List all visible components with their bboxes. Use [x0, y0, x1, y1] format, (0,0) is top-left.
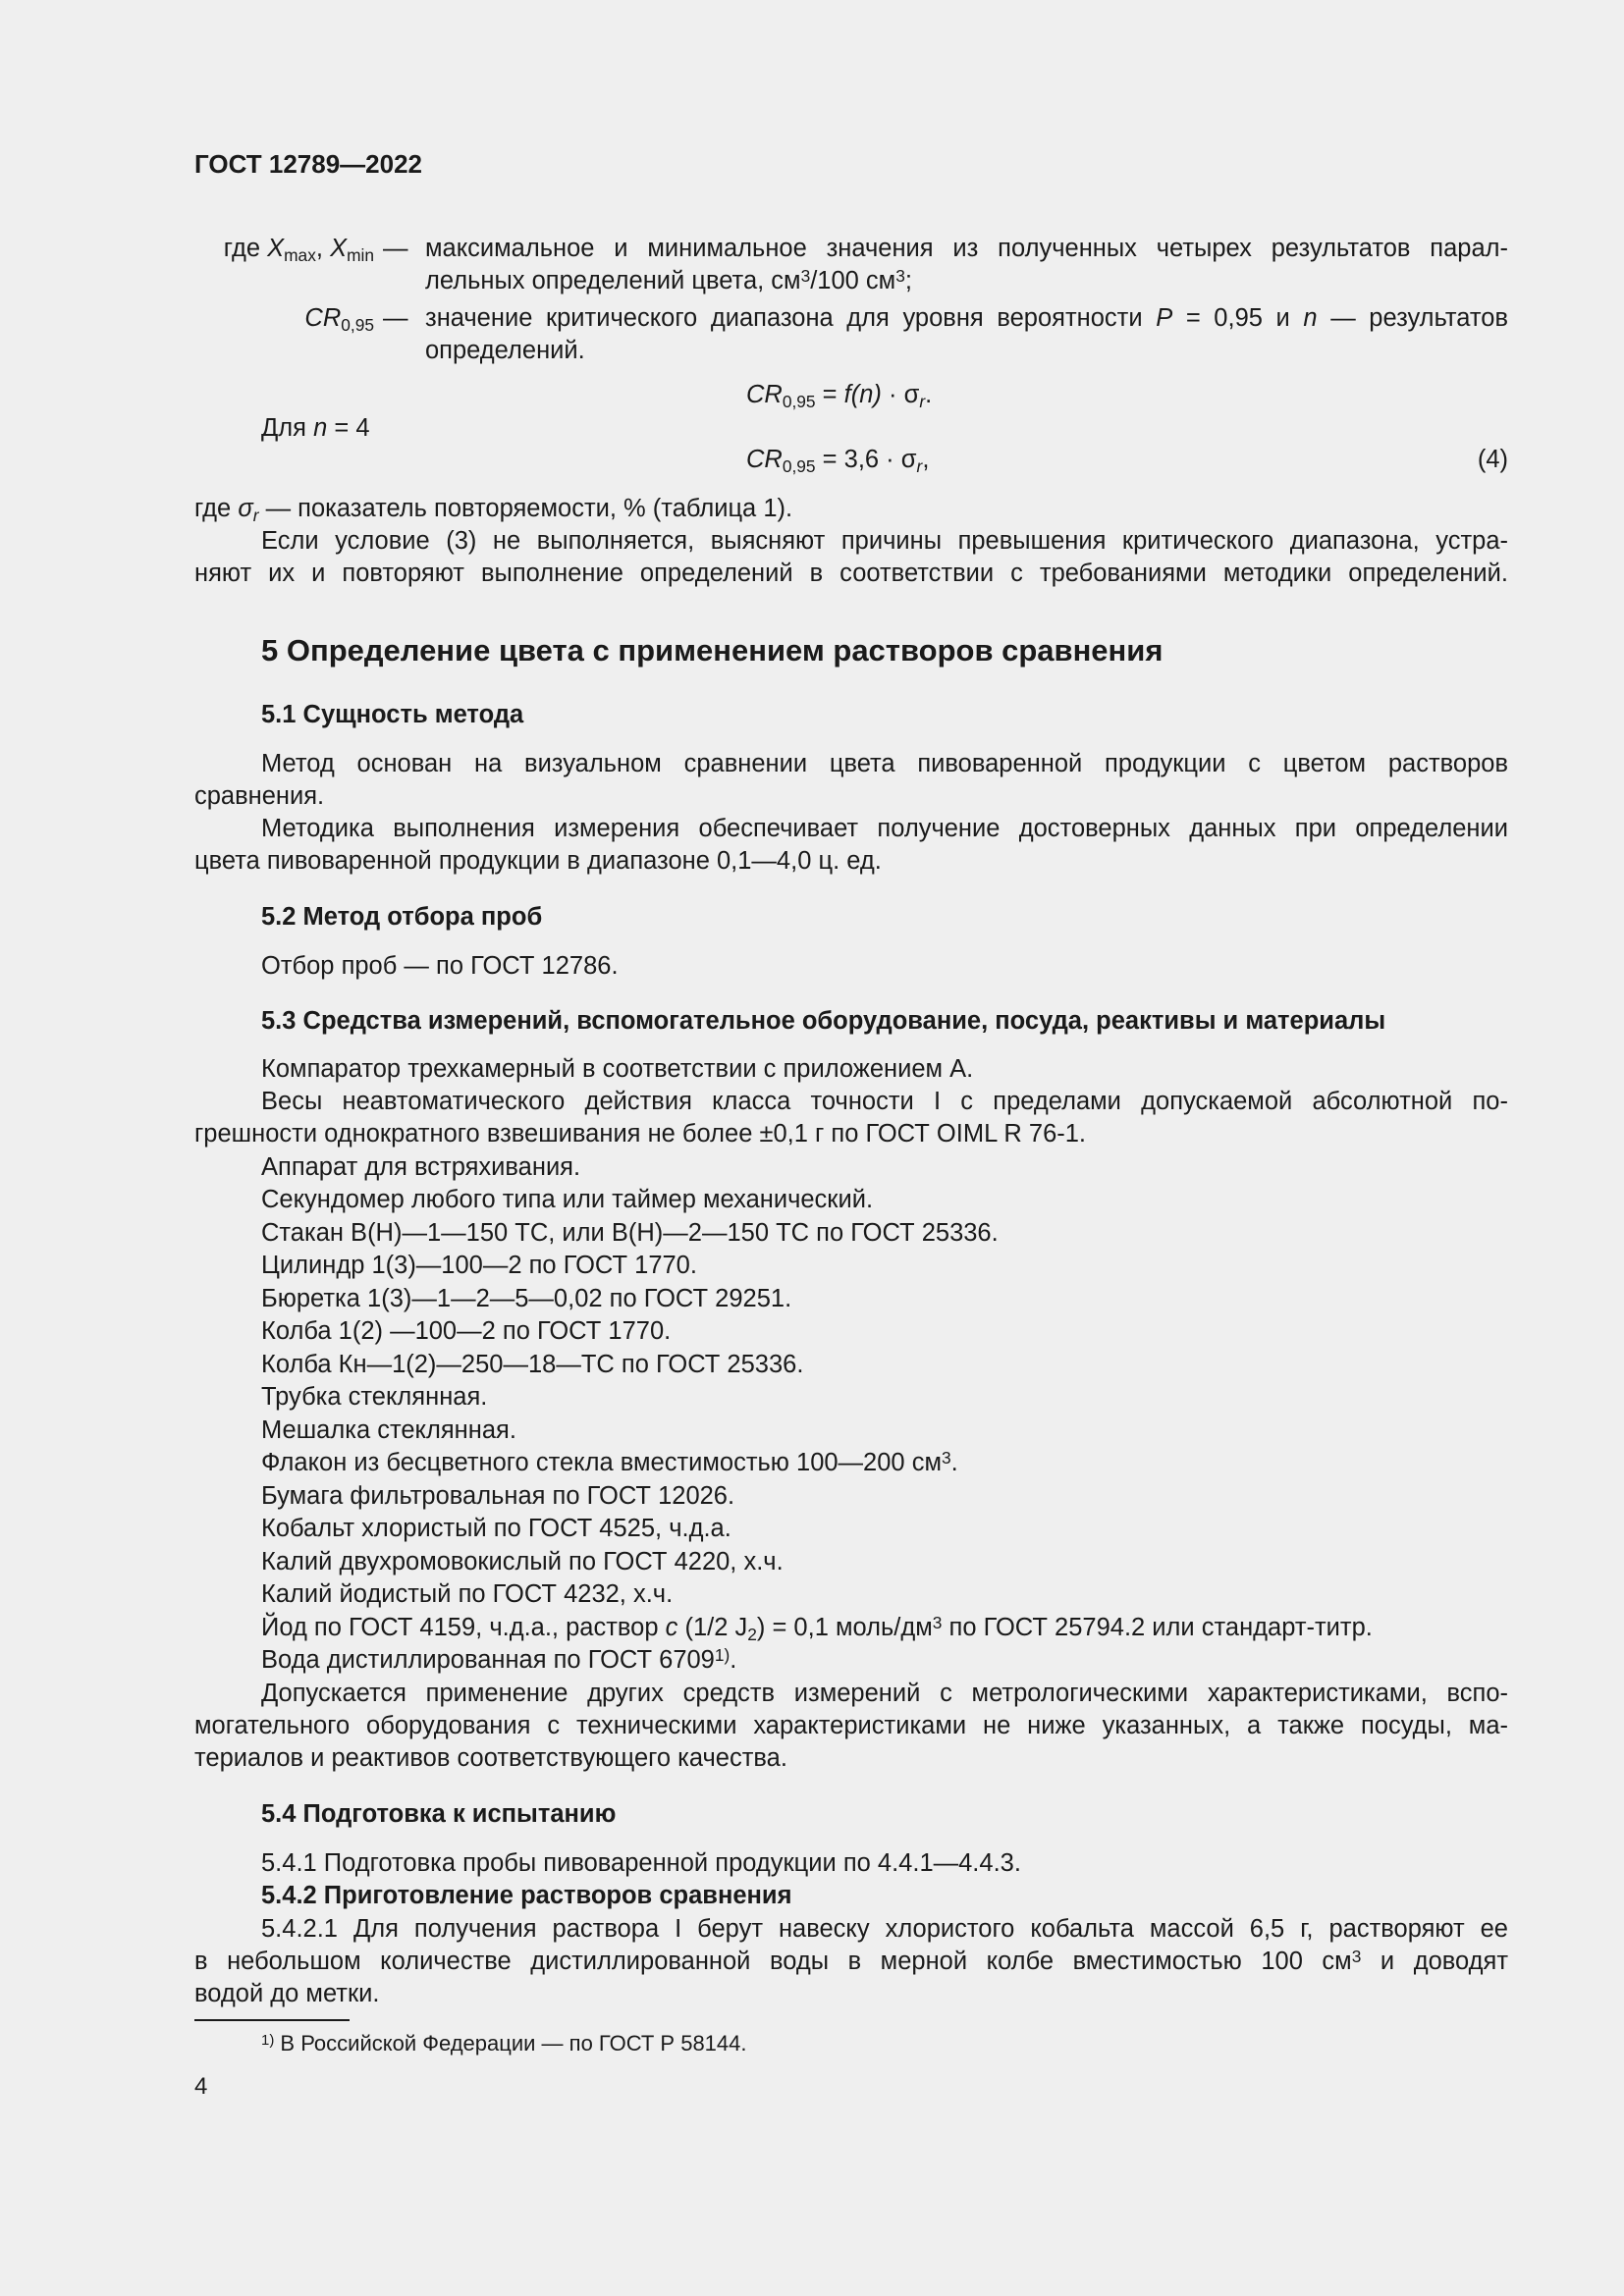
sigma-definition [194, 493, 1508, 525]
c-symbol: c [665, 1614, 678, 1641]
dot: · [889, 381, 897, 408]
text: и доводят [1380, 1948, 1508, 1975]
s53-item: Кобальт хлористый по ГОСТ 4525, ч.д.а. [261, 1515, 731, 1542]
text: = 0,95 и [1185, 304, 1290, 332]
page-number: 4 [194, 2073, 208, 2100]
section-5-2-title: 5.2 Метод отбора проб [261, 903, 543, 931]
definition-cr-line2: определений. [425, 337, 585, 364]
text: (1/2 J [684, 1614, 748, 1641]
s53-item: Калий двухромовокислый по ГОСТ 4220, х.ч. [261, 1548, 784, 1575]
s51-p1-line2: сравнения. [194, 782, 325, 810]
punct: . [925, 381, 933, 408]
s53-item-water [261, 1644, 1508, 1677]
s53-scales-line1: Весы неавтоматического действия класса точности I с пределами допускаемой абсолютной по- [261, 1088, 1508, 1115]
s53-item: Бумага фильтровальная по ГОСТ 12026. [261, 1482, 735, 1510]
s53-item: Мешалка стеклянная. [261, 1416, 516, 1444]
definition-xmax-line2 [425, 265, 1508, 297]
text: — показатель повторяемости, % (таблица 1). [265, 495, 793, 522]
section-5-1-title: 5.1 Сущность метода [261, 701, 524, 728]
text: Флакон из бесцветного стекла вместимостью 100—200 см [261, 1449, 942, 1476]
cr-symbol: CR [304, 304, 342, 332]
s53-item: Аппарат для встряхивания. [261, 1153, 581, 1181]
section-5-4-title: 5.4 Подготовка к испытанию [261, 1800, 617, 1828]
s53-item-iodine [261, 1612, 1508, 1644]
s53-item: Бюретка 1(3)—1—2—5—0,02 по ГОСТ 29251. [261, 1285, 792, 1312]
text: ; [904, 267, 912, 294]
superscript: 3 [895, 265, 905, 286]
sigma-symbol: σ [238, 495, 253, 522]
superscript: 3 [1351, 1946, 1362, 1966]
s53-item-flask [261, 1447, 1508, 1479]
p-symbol: P [1156, 304, 1173, 332]
text: в небольшом количестве дистиллированной воды в мерной колбе вместимостью 100 см [194, 1948, 1352, 1975]
text: где [194, 495, 232, 522]
s53-item: Цилиндр 1(3)—100—2 по ГОСТ 1770. [261, 1252, 697, 1279]
r-subscript: r [252, 506, 259, 526]
s53-item: Калий йодистый по ГОСТ 4232, х.ч. [261, 1580, 674, 1608]
s53-item: Колба 1(2) —100—2 по ГОСТ 1770. [261, 1317, 672, 1345]
text: . [950, 1449, 958, 1476]
text: Для [261, 414, 306, 442]
cr-symbol: CR [746, 381, 783, 408]
s53-item: Колба Кн—1(2)—250—18—ТС по ГОСТ 25336. [261, 1351, 804, 1378]
where-label-cr [163, 302, 374, 335]
superscript: 3 [932, 1612, 943, 1632]
x-symbol: X [330, 235, 348, 262]
n-symbol: n [313, 414, 328, 442]
cr-subscript: 0,95 [782, 456, 816, 477]
footnote-text: В Российской Федерации — по ГОСТ Р 58144. [280, 2031, 747, 2056]
comma: , [315, 235, 323, 262]
text: — результатов [1330, 304, 1508, 332]
for-n-label [261, 412, 1508, 445]
cr-subscript: 0,95 [341, 315, 374, 336]
text: лельных определений цвета, см [425, 267, 801, 294]
cr-symbol: CR [746, 446, 783, 473]
text: Йод по ГОСТ 4159, ч.д.а., раствор [261, 1614, 659, 1641]
s53-allowed-line2: могательного оборудования с техническими характеристиками не ниже указанных, а также посуды, ма- [194, 1712, 1508, 1739]
s5421-line1: 5.4.2.1 Для получения раствора I берут навеску хлористого кобальта массой 6,5 г, растворяют ее [261, 1915, 1508, 1943]
definition-cr-line1 [425, 302, 1508, 335]
punct: , [922, 446, 930, 473]
x-symbol: X [267, 235, 285, 262]
equals: = [822, 381, 838, 408]
section-5-3-title: 5.3 Средства измерений, вспомогательное оборудование, посуда, реактивы и материалы [261, 1007, 1386, 1035]
superscript: 3 [941, 1447, 951, 1468]
sigma-symbol: σ [900, 446, 917, 473]
text: Вода дистиллированная по ГОСТ 6709 [261, 1646, 715, 1674]
s53-item: Трубка стеклянная. [261, 1383, 488, 1411]
formula-4 [746, 444, 929, 476]
s5421-line3: водой до метки. [194, 1980, 380, 2007]
r-subscript: r [916, 456, 923, 477]
cr-subscript: 0,95 [782, 392, 816, 412]
footnote-rule [194, 2019, 350, 2021]
subscript: 2 [747, 1625, 757, 1645]
s51-p2-line2: цвета пивоваренной продукции в диапазоне 0,1—4,0 ц. ед. [194, 847, 882, 875]
s51-p1-line1: Метод основан на визуальном сравнении цвета пивоваренной продукции с цветом растворов [261, 750, 1508, 777]
condition-line2: няют их и повторяют выполнение определений в соответствии с требованиями методики определений. [194, 560, 1508, 587]
formula-general [746, 379, 932, 411]
where-prefix: где [223, 235, 261, 262]
s52-text: Отбор проб — по ГОСТ 12786. [261, 952, 619, 980]
text: ) = 0,1 моль/дм [756, 1614, 933, 1641]
s53-item: Секундомер любого типа или таймер механический. [261, 1186, 874, 1213]
condition-line1: Если условие (3) не выполняется, выясняют причины превышения критического диапазона, устра- [261, 527, 1508, 555]
s53-item: Стакан В(Н)—1—150 ТС, или В(Н)—2—150 ТС по ГОСТ 25336. [261, 1219, 999, 1247]
document-header: ГОСТ 12789—2022 [194, 149, 422, 179]
definition-dash: — [383, 304, 408, 332]
text: значение критического диапазона для уровня вероятности [425, 304, 1143, 332]
sigma-symbol: σ [903, 381, 920, 408]
s53-item-comparator: Компаратор трехкамерный в соответствии с приложением А. [261, 1055, 974, 1083]
r-subscript: r [919, 392, 926, 412]
section-5-title: 5 Определение цвета с применением растворов сравнения [261, 633, 1164, 667]
text: по ГОСТ 25794.2 или стандарт-титр. [948, 1614, 1373, 1641]
s53-scales-line2: грешности однократного взвешивания не более ±0,1 г по ГОСТ OIML R 76-1. [194, 1120, 1087, 1148]
superscript: 3 [800, 265, 811, 286]
s542-title: 5.4.2 Приготовление растворов сравнения [261, 1882, 792, 1909]
equation-number: (4) [1477, 446, 1508, 473]
equals: = 3,6 · [822, 446, 894, 473]
s541-text: 5.4.1 Подготовка пробы пивоваренной продукции по 4.4.1—4.4.3. [261, 1849, 1021, 1877]
footnote-mark: 1) [261, 2031, 275, 2049]
text: . [730, 1646, 737, 1674]
footnote [261, 2029, 747, 2058]
text: /100 см [810, 267, 896, 294]
max-subscript: max [284, 245, 316, 266]
definition-dash: — [383, 235, 408, 262]
fn: f(n) [843, 381, 882, 408]
footnote-ref[interactable]: 1) [714, 1644, 731, 1665]
n-symbol: n [1303, 304, 1318, 332]
min-subscript: min [347, 245, 374, 266]
s51-p2-line1: Методика выполнения измерения обеспечивает получение достоверных данных при определении [261, 815, 1508, 842]
where-label-xmax-xmin [163, 233, 374, 265]
s53-allowed-line1: Допускается применение других средств измерений с метрологическими характеристиками, вспо- [261, 1680, 1508, 1707]
s53-allowed-line3: териалов и реактивов соответствующего качества. [194, 1744, 787, 1772]
text: = 4 [334, 414, 370, 442]
s5421-line2 [194, 1946, 1508, 1978]
definition-xmax-line1: максимальное и минимальное значения из полученных четырех результатов парал- [425, 235, 1508, 262]
